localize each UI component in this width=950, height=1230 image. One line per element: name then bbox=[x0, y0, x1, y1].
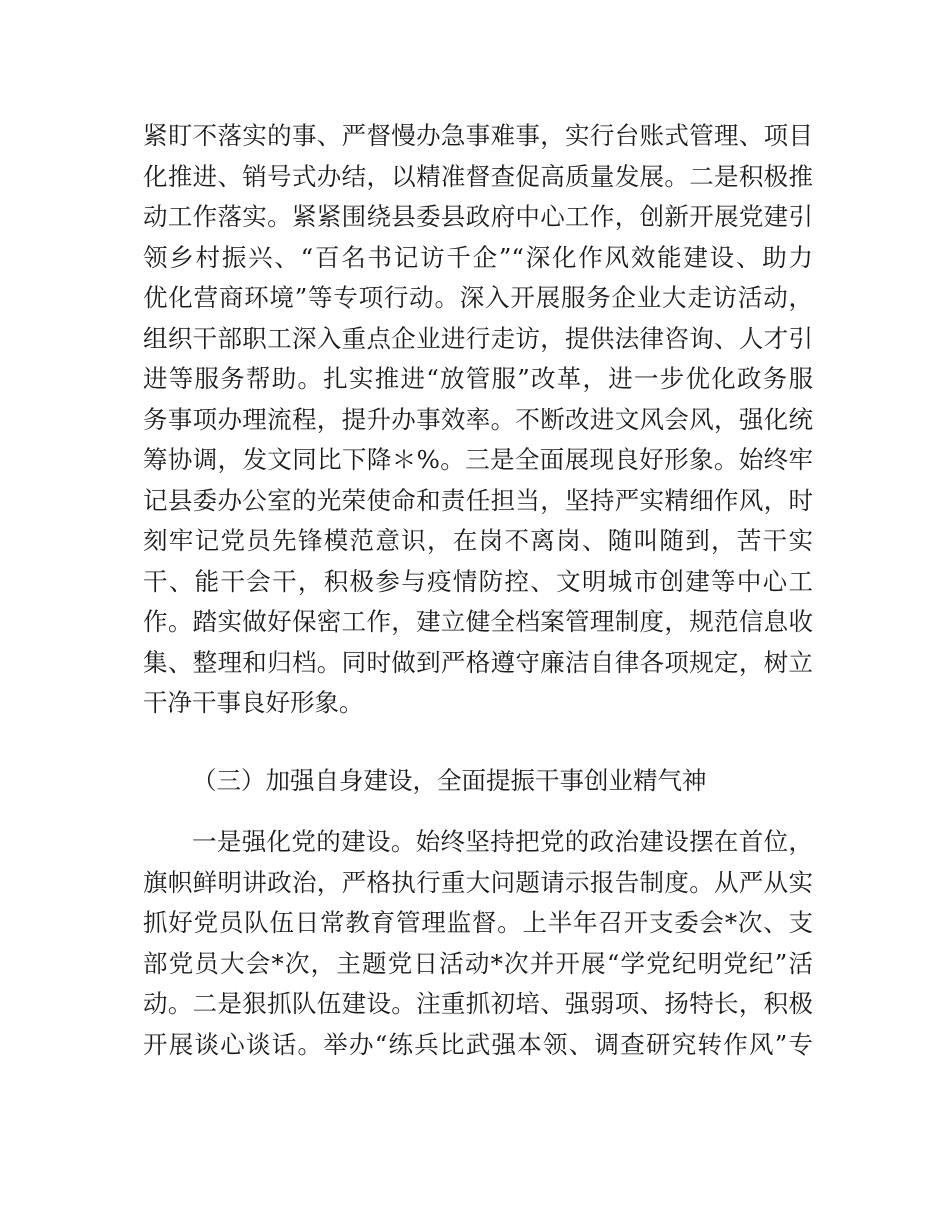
text-line: 旗帜鲜明讲政治，严格执行重大问题请示报告制度。从严从实 bbox=[143, 867, 813, 897]
heading-text: （三）加强自身建设，全面提振干事创业精气神 bbox=[192, 766, 707, 795]
text-line: 开展谈心谈话。举办“练兵比武强本领、调查研究转作风”专 bbox=[143, 1029, 813, 1059]
text-line: 动工作落实。紧紧围绕县委县政府中心工作，创新开展党建引 bbox=[143, 202, 813, 231]
text-line: 集、整理和归档。同时做到严格遵守廉洁自律各项规定，树立 bbox=[143, 647, 813, 677]
text-line: 筹协调，发文同比下降＊%。三是全面展现良好形象。始终牢 bbox=[143, 445, 813, 474]
text-line: 记县委办公室的光荣使命和责任担当，坚持严实精细作风，时 bbox=[143, 485, 813, 515]
text-line: 化推进、销号式办结，以精准督查促高质量发展。二是积极推 bbox=[143, 161, 813, 191]
body-paragraph-2 bbox=[143, 822, 813, 1065]
text-line: 抓好党员队伍日常教育管理监督。上半年召开支委会*次、支 bbox=[143, 908, 813, 937]
text-line: 干、能干会干，积极参与疫情防控、文明城市创建等中心工 bbox=[143, 566, 813, 596]
body-paragraph-1 bbox=[143, 116, 813, 724]
text-line: 优化营商环境”等专项行动。深入开展服务企业大走访活动， bbox=[143, 283, 813, 312]
text-line: 进等服务帮助。扎实推进“放管服”改革，进一步优化政务服 bbox=[143, 364, 813, 393]
text-line: 一是强化党的建设。始终坚持把党的政治建设摆在首位， bbox=[192, 827, 813, 856]
text-line: 组织干部职工深入重点企业进行走访，提供法律咨询、人才引 bbox=[143, 323, 813, 353]
text-line: 务事项办理流程，提升办事效率。不断改进文风会风，强化统 bbox=[143, 404, 813, 434]
text-line: 作。踏实做好保密工作，建立健全档案管理制度，规范信息收 bbox=[143, 607, 813, 636]
text-line: 紧盯不落实的事、严督慢办急事难事，实行台账式管理、项目 bbox=[143, 121, 813, 150]
section-heading bbox=[143, 761, 813, 802]
text-line: 领乡村振兴、“百名书记访千企”“深化作风效能建设、助力 bbox=[143, 242, 813, 272]
text-line: 部党员大会*次，主题党日活动*次并开展“学党纪明党纪”活 bbox=[143, 948, 813, 978]
text-line: 动。二是狠抓队伍建设。注重抓初培、强弱项、扬特长，积极 bbox=[143, 989, 813, 1018]
text-line: 干净干事良好形象。 bbox=[143, 688, 364, 717]
text-line: 刻牢记党员先锋模范意识，在岗不离岗、随叫随到，苦干实 bbox=[143, 526, 813, 555]
